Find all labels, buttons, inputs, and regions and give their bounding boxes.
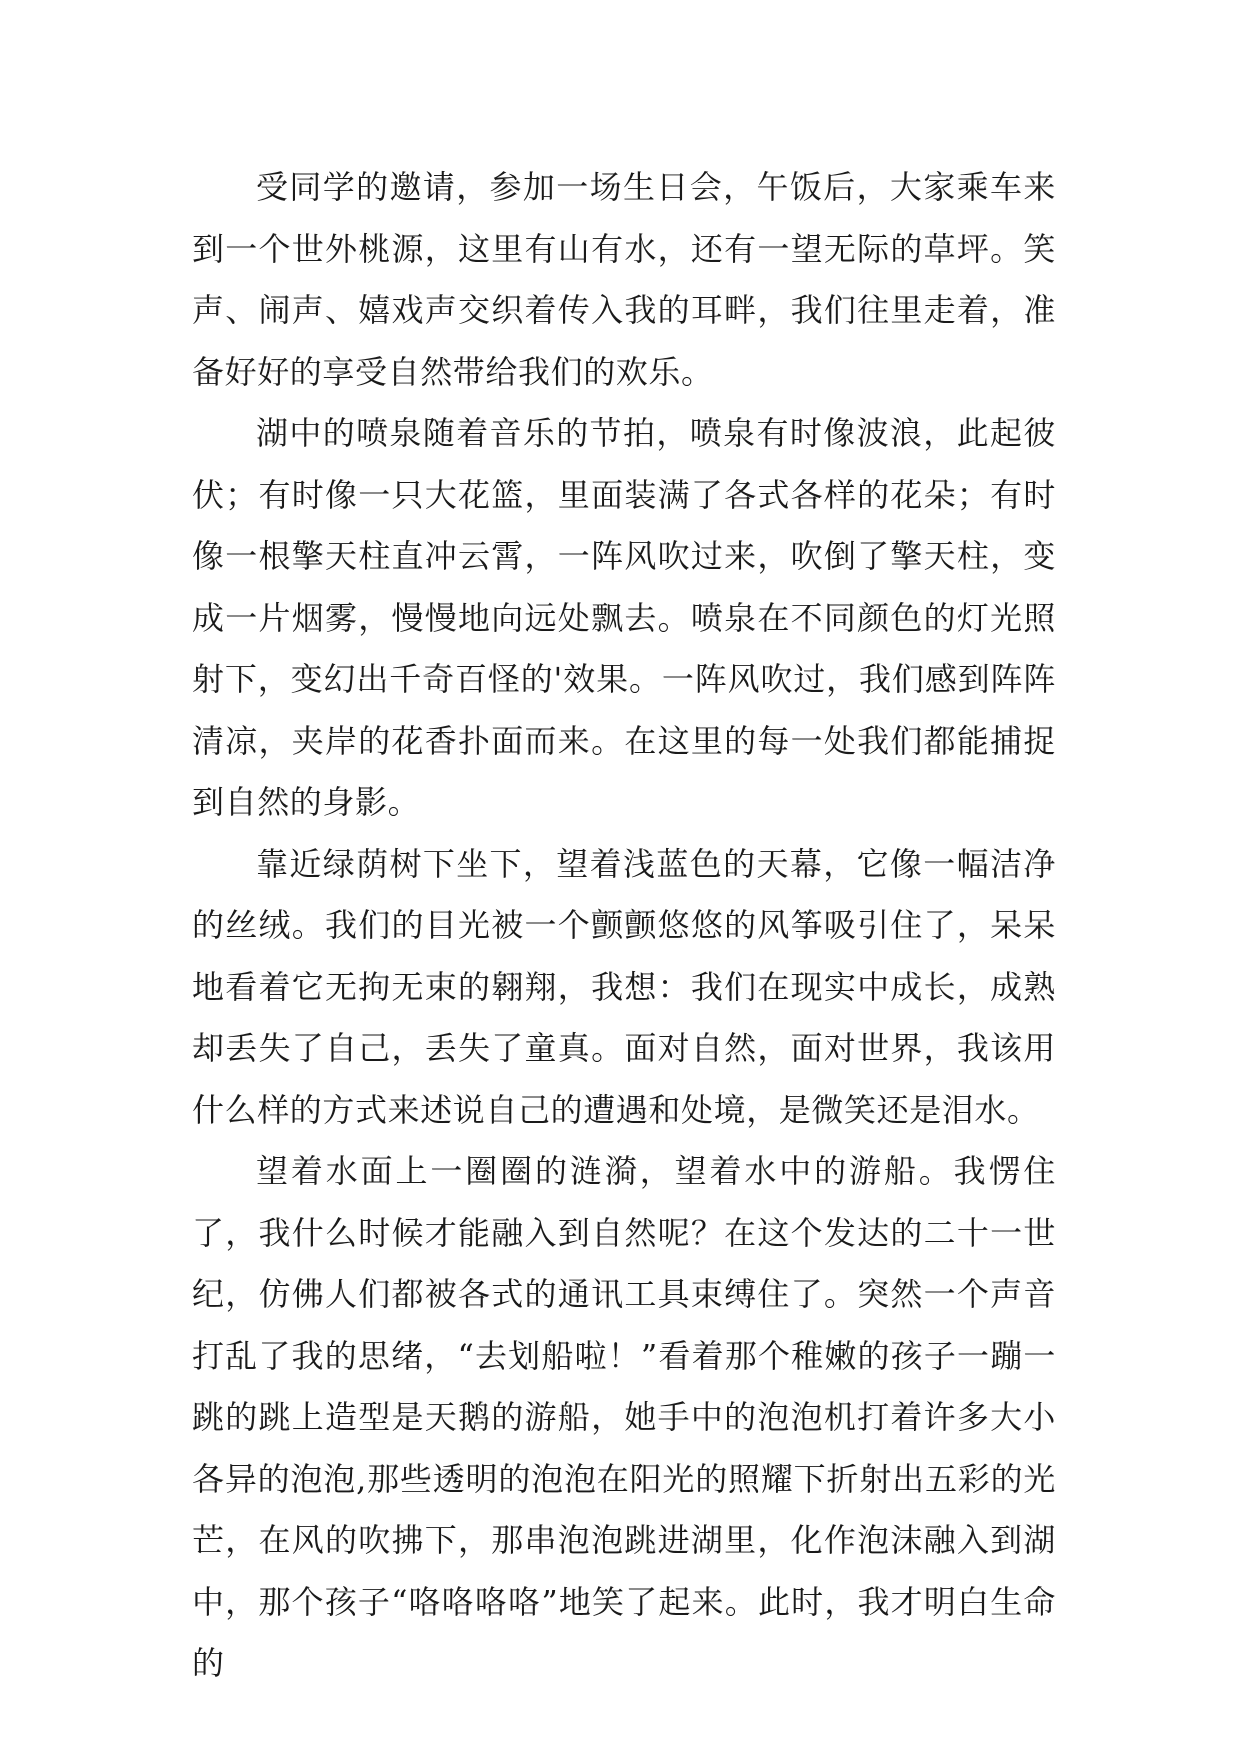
paragraph-3: 靠近绿荫树下坐下，望着浅蓝色的天幕，它像一幅洁净的丝绒。我们的目光被一个颤颤悠悠的风筝吸引住了，呆呆地看着它无拘无束的翱翔，我想：我们在现实中成长，成熟却丢失了自己，丢失了童真。面对自然，面对世界，我该用什么样的方式来述说自己的遭遇和处境，是微笑还是泪水。 (192, 844, 1056, 1129)
essay-body (192, 157, 1056, 1695)
paragraph-2: 湖中的喷泉随着音乐的节拍，喷泉有时像波浪，此起彼伏；有时像一只大花篮，里面装满了各式各样的花朵；有时像一根擎天柱直冲云霄，一阵风吹过来，吹倒了擎天柱，变成一片烟雾，慢慢地向远处飘去。喷泉在不同颜色的灯光照射下，变幻出千奇百怪的'效果。一阵风吹过，我们感到阵阵清凉，夹岸的花香扑面而来。在这里的每一处我们都能捕捉到自然的身影。 (192, 414, 1056, 821)
paragraph-1: 受同学的邀请，参加一场生日会，午饭后，大家乘车来到一个世外桃源，这里有山有水，还有一望无际的草坪。笑声、闹声、嬉戏声交织着传入我的耳畔，我们往里走着，准备好好的享受自然带给我们的欢乐。 (192, 168, 1056, 391)
paragraph-4: 望着水面上一圈圈的涟漪，望着水中的游船。我愣住了，我什么时候才能融入到自然呢？在这个发达的二十一世纪，仿佛人们都被各式的通讯工具束缚住了。突然一个声音打乱了我的思绪，“去划船啦！”看着那个稚嫩的孩子一蹦一跳的跳上造型是天鹅的游船，她手中的泡泡机打着许多大小各异的泡泡,那些透明的泡泡在阳光的照耀下折射出五彩的光芒，在风的吹拂下，那串泡泡跳进湖里，化作泡沫融入到湖中，那个孩子“咯咯咯咯”地笑了起来。此时，我才明白生命的 (192, 1152, 1056, 1682)
